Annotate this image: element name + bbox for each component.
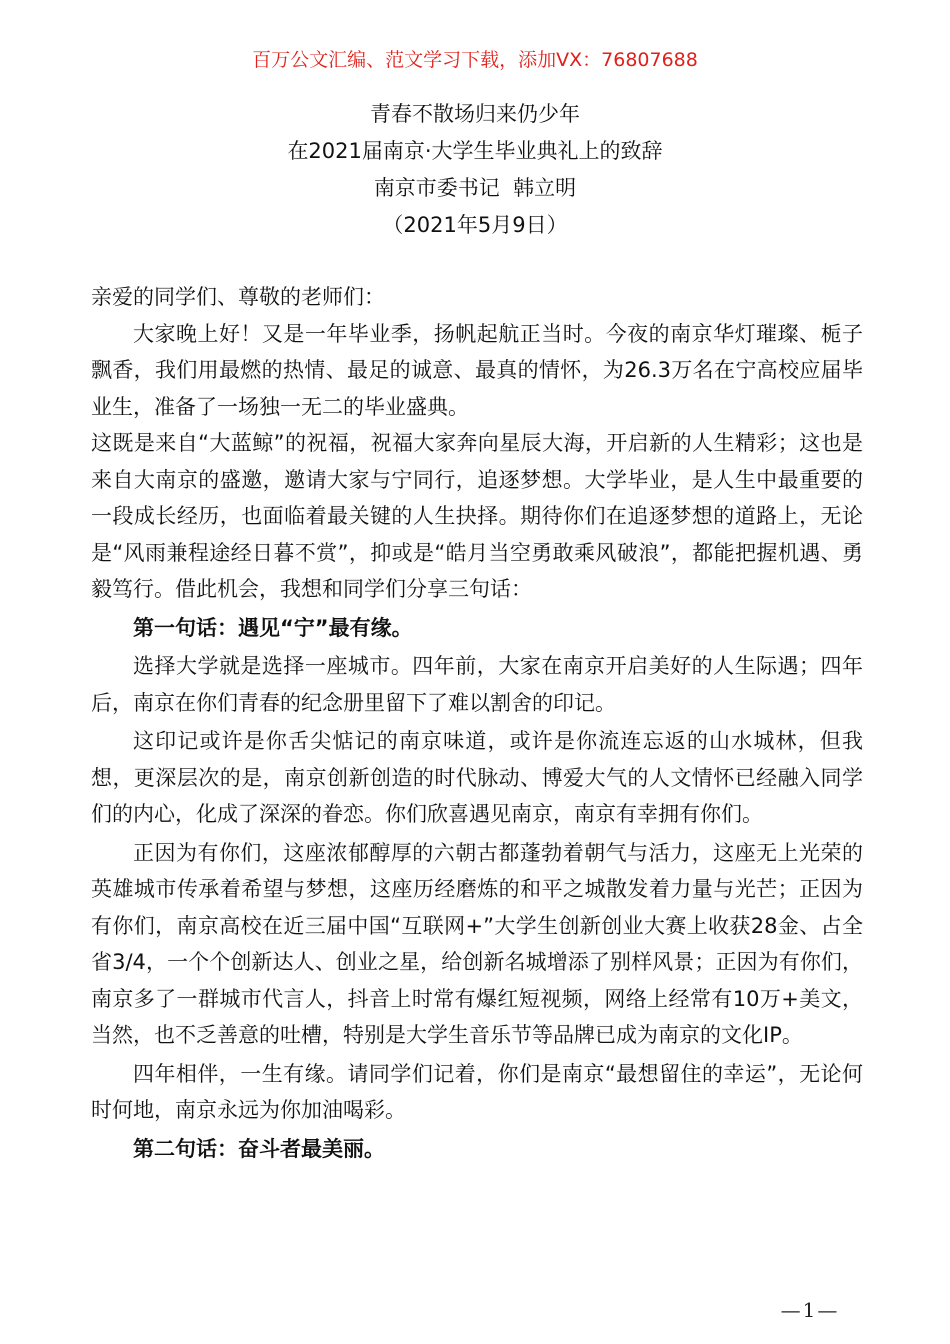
document-body [91, 279, 863, 1167]
header-banner: 百万公文汇编、范文学习下载，添加VX：76807688 [252, 49, 698, 71]
paragraph-1: 大家晚上好！又是一年毕业季，扬帆起航正当时。今夜的南京华灯璀璨、栀子飘香，我们用最燃的热情、最足的诚意、最真的情怀，为26.3万名在宁高校应届毕业生，准备了一场独一无二的毕业盛典。 [91, 321, 863, 419]
section-heading-1: 第一句话：遇见“宁”最有缘。 [133, 615, 413, 640]
paragraph-4: 这印记或许是你舌尖惦记的南京味道，或许是你流连忘返的山水城林，但我想，更深层次的是，南京创新创造的时代脉动、博爱大气的人文情怀已经融入同学们的内心，化成了深深的眷恋。你们欣喜遇见南京，南京有幸拥有你们。 [91, 729, 863, 826]
speaker-line: 南京市委书记 韩立明 [373, 176, 577, 200]
paragraph-3: 选择大学就是选择一座城市。四年前，大家在南京开启美好的人生际遇；四年后，南京在你们青春的纪念册里留下了难以割舍的印记。 [91, 654, 863, 715]
paragraph-5: 正因为有你们，这座浓郁醇厚的六朝古都蓬勃着朝气与活力，这座无上光荣的英雄城市传承着希望与梦想，这座历经磨炼的和平之城散发着力量与光芒；正因为有你们，南京高校在近三届中国“互联网+”大学生创新创业大赛上收获28金、占全省3/4，一个个创新达人、创业之星，给创新名城增添了别样风景；正因为有你们，南京多了一群城市代言人，抖音上时常有爆红短视频，网络上经常有10万+美文，当然，也不乏善意的吐槽，特别是大学生音乐节等品牌已成为南京的文化IP。 [91, 840, 863, 1047]
salutation: 亲爱的同学们、尊敬的老师们： [91, 285, 385, 309]
speech-title: 青春不散场归来仍少年 [370, 102, 580, 126]
title-block [0, 96, 950, 244]
speech-subtitle: 在2021届南京·大学生毕业典礼上的致辞 [287, 139, 663, 163]
paragraph-2: 这既是来自“大蓝鲸”的祝福，祝福大家奔向星辰大海，开启新的人生精彩；这也是来自大南京的盛邀，邀请大家与宁同行，追逐梦想。大学毕业，是人生中最重要的一段成长经历，也面临着最关键的人生抉择。期待你们在追逐梦想的道路上，无论是“风雨兼程途经日暮不赏”，抑或是“皓月当空勇敢乘风破浪”，都能把握机遇、勇毅笃行。借此机会，我想和同学们分享三句话： [91, 431, 863, 601]
section-heading-2: 第二句话：奋斗者最美丽。 [133, 1136, 385, 1161]
speech-date: （2021年5月9日） [382, 213, 568, 237]
paragraph-6: 四年相伴，一生有缘。请同学们记着，你们是南京“最想留住的幸运”，无论何时何地，南京永远为你加油喝彩。 [91, 1061, 863, 1122]
page-number: —1— [780, 1298, 840, 1322]
